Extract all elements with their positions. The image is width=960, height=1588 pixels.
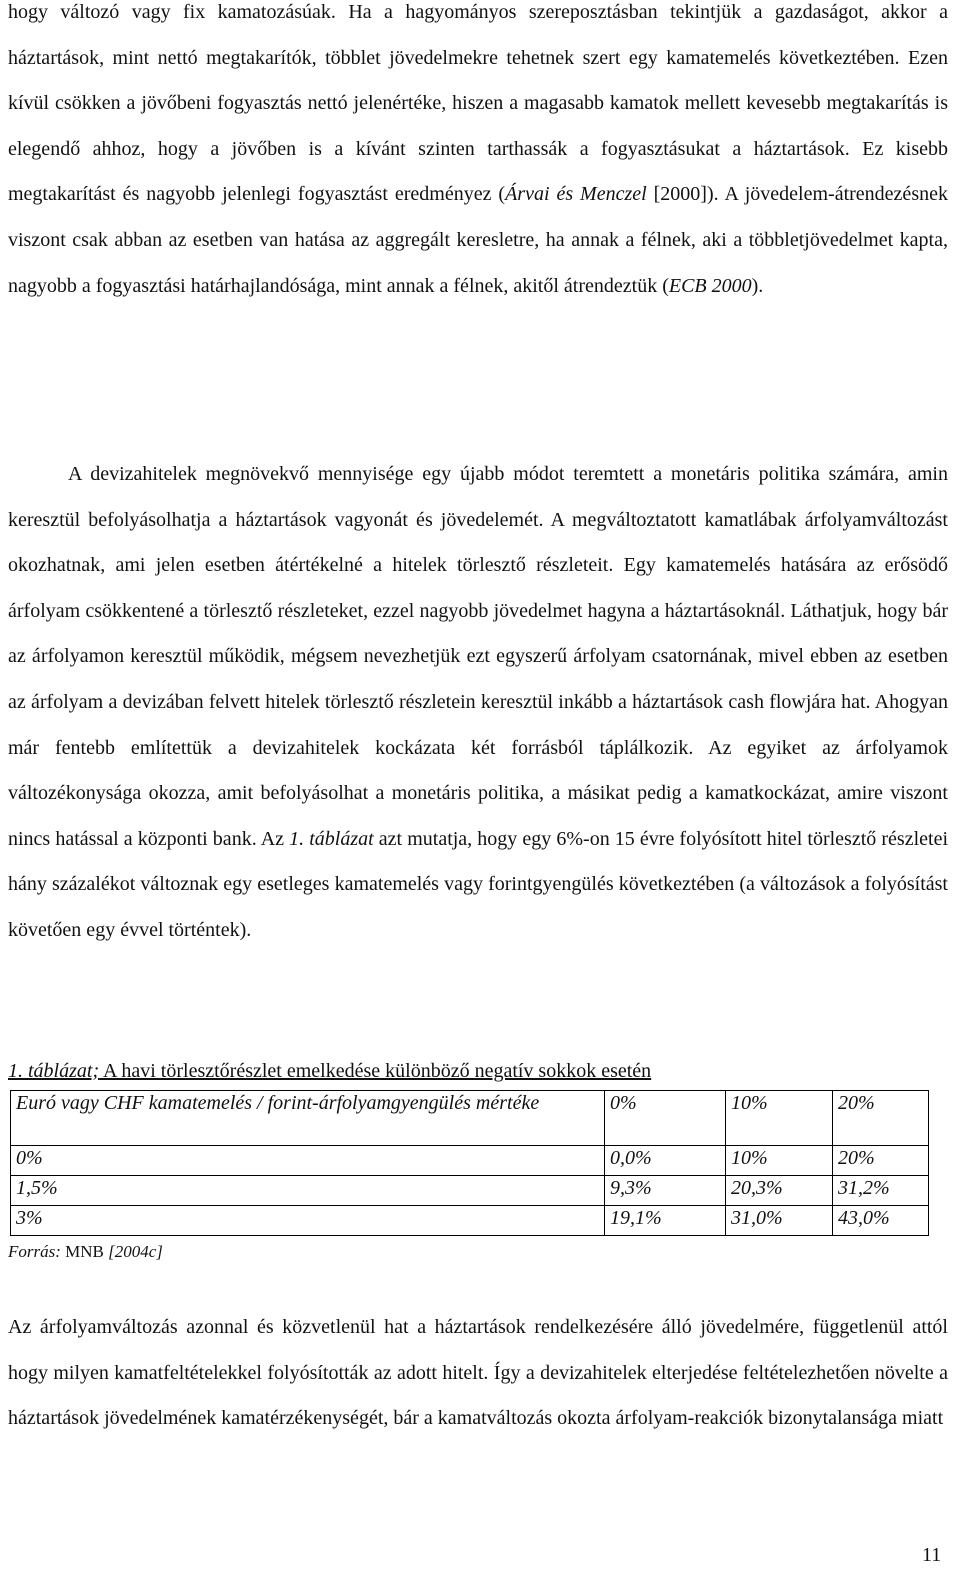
source-mnb: MNB: [60, 1242, 109, 1261]
paragraph-2: [8, 452, 948, 954]
table-header-cell: 20%: [833, 1091, 929, 1146]
table-header-row: [11, 1091, 929, 1146]
table-header-cell: 10%: [726, 1091, 833, 1146]
table-caption-label: 1. táblázat;: [8, 1060, 100, 1082]
table-cell: 0%: [11, 1146, 605, 1176]
citation-arvai-menczel: Árvai és Menczel: [505, 183, 647, 206]
table-cell: 1,5%: [11, 1176, 605, 1206]
citation-ecb: ECB 2000: [668, 274, 752, 297]
table-cell: 0,0%: [605, 1146, 726, 1176]
table-source: [8, 1242, 163, 1262]
table-cell: 43,0%: [833, 1206, 929, 1236]
table-row: [11, 1146, 929, 1176]
table-cell: 3%: [11, 1206, 605, 1236]
table-cell: 20%: [833, 1146, 929, 1176]
table-row: [11, 1176, 929, 1206]
paragraph-3: Az árfolyamváltozás azonnal és közvetlenül hat a háztartások rendelkezésére álló jövedelmére, függetlenül attól hogy milyen kamatfeltételekkel folyósították az adott hitelt. Így a devizahitelek elterjedése feltételezhetően növelte a háztartások jövedelmének kamatérzékenységét, bár a kamatváltozás okozta árfolyam-reakciók bizonytalansága miatt: [8, 1316, 948, 1430]
table-cell: 20,3%: [726, 1176, 833, 1206]
paragraph-1-text-c: ).: [751, 274, 764, 297]
table-reference: 1. táblázat: [289, 827, 374, 850]
table-header-cell: 0%: [605, 1091, 726, 1146]
paragraph-2-text-b: azt mutatja, hogy egy 6%-on 15 évre folyósított hitel törlesztő részletei hány százalékot változnak egy esetleges kamatemelés vagy forintgyengülés következtében (a változások a folyósítást követően egy évvel történtek).: [8, 827, 948, 941]
table-cell: 31,2%: [833, 1176, 929, 1206]
data-table: [10, 1090, 929, 1236]
table-row: [11, 1206, 929, 1236]
source-label: Forrás:: [8, 1242, 61, 1261]
paragraph-2-text-a: A devizahitelek megnövekvő mennyisége egy újabb módot teremtett a monetáris politika számára, amin keresztül befolyásolhatja a háztartások vagyonát és jövedelemét. A megváltoztatott kamatlábak árfolyamváltozást okozhatnak, ami jelen esetben átértékelné a hitelek törlesztő részleteit. Egy kamatemelés hatására az erősödő árfolyam csökkentené a törlesztő részleteket, ezzel nagyobb jövedelmet hagyna a háztartásoknál. Láthatjuk, hogy bár az árfolyamon keresztül működik, mégsem nevezhetjük ezt egyszerű árfolyam csatornának, mivel ebben az esetben az árfolyam a devizában felvett hitelek törlesztő részletein keresztül inkább a háztartások cash flowjára hat. Ahogyan már fentebb említettük a devizahitelek kockázata két forrásból táplálkozik. Az egyiket az árfolyamok változékonysága okozza, amit befolyásolhat a monetáris politika, a másikat pedig a kamatkockázat, amire viszont nincs hatással a központi bank. Az: [8, 463, 948, 850]
page-number: 11: [922, 1544, 942, 1566]
paragraph-1-text-b: [2000]). A jövedelem-átrendezésnek viszont csak abban az esetben van hatása az aggregált keresletre, ha annak a félnek, aki a többletjövedelmet kapta, nagyobb a fogyasztási határhajlandósága, mint annak a félnek, akitől átrendeztük (: [8, 183, 948, 297]
table-cell: 10%: [726, 1146, 833, 1176]
source-ref: [2004c]: [108, 1242, 163, 1261]
table-caption: [8, 1060, 651, 1083]
table-cell: 9,3%: [605, 1176, 726, 1206]
table-cell: 31,0%: [726, 1206, 833, 1236]
table-header-cell: Euró vagy CHF kamatemelés / forint-árfolyamgyengülés mértéke: [11, 1091, 605, 1146]
table-caption-text: A havi törlesztőrészlet emelkedése különböző negatív sokkok esetén: [99, 1060, 652, 1082]
paragraph-1: [8, 0, 948, 309]
paragraph-1-text-a: hogy változó vagy fix kamatozásúak. Ha a hagyományos szereposztásban tekintjük a gazdaságot, akkor a háztartások, mint nettó megtakarítók, többlet jövedelmekre tehetnek szert egy kamatemelés következtében. Ezen kívül csökken a jövőbeni fogyasztás nettó jelenértéke, hiszen a magasabb kamatok mellett kevesebb megtakarítás is elegendő ahhoz, hogy a jövőben is a kívánt szinten tarthassák a fogyasztásukat a háztartások. Ez kisebb megtakarítást és nagyobb jelenlegi fogyasztást eredményez (: [8, 1, 948, 206]
table-cell: 19,1%: [605, 1206, 726, 1236]
